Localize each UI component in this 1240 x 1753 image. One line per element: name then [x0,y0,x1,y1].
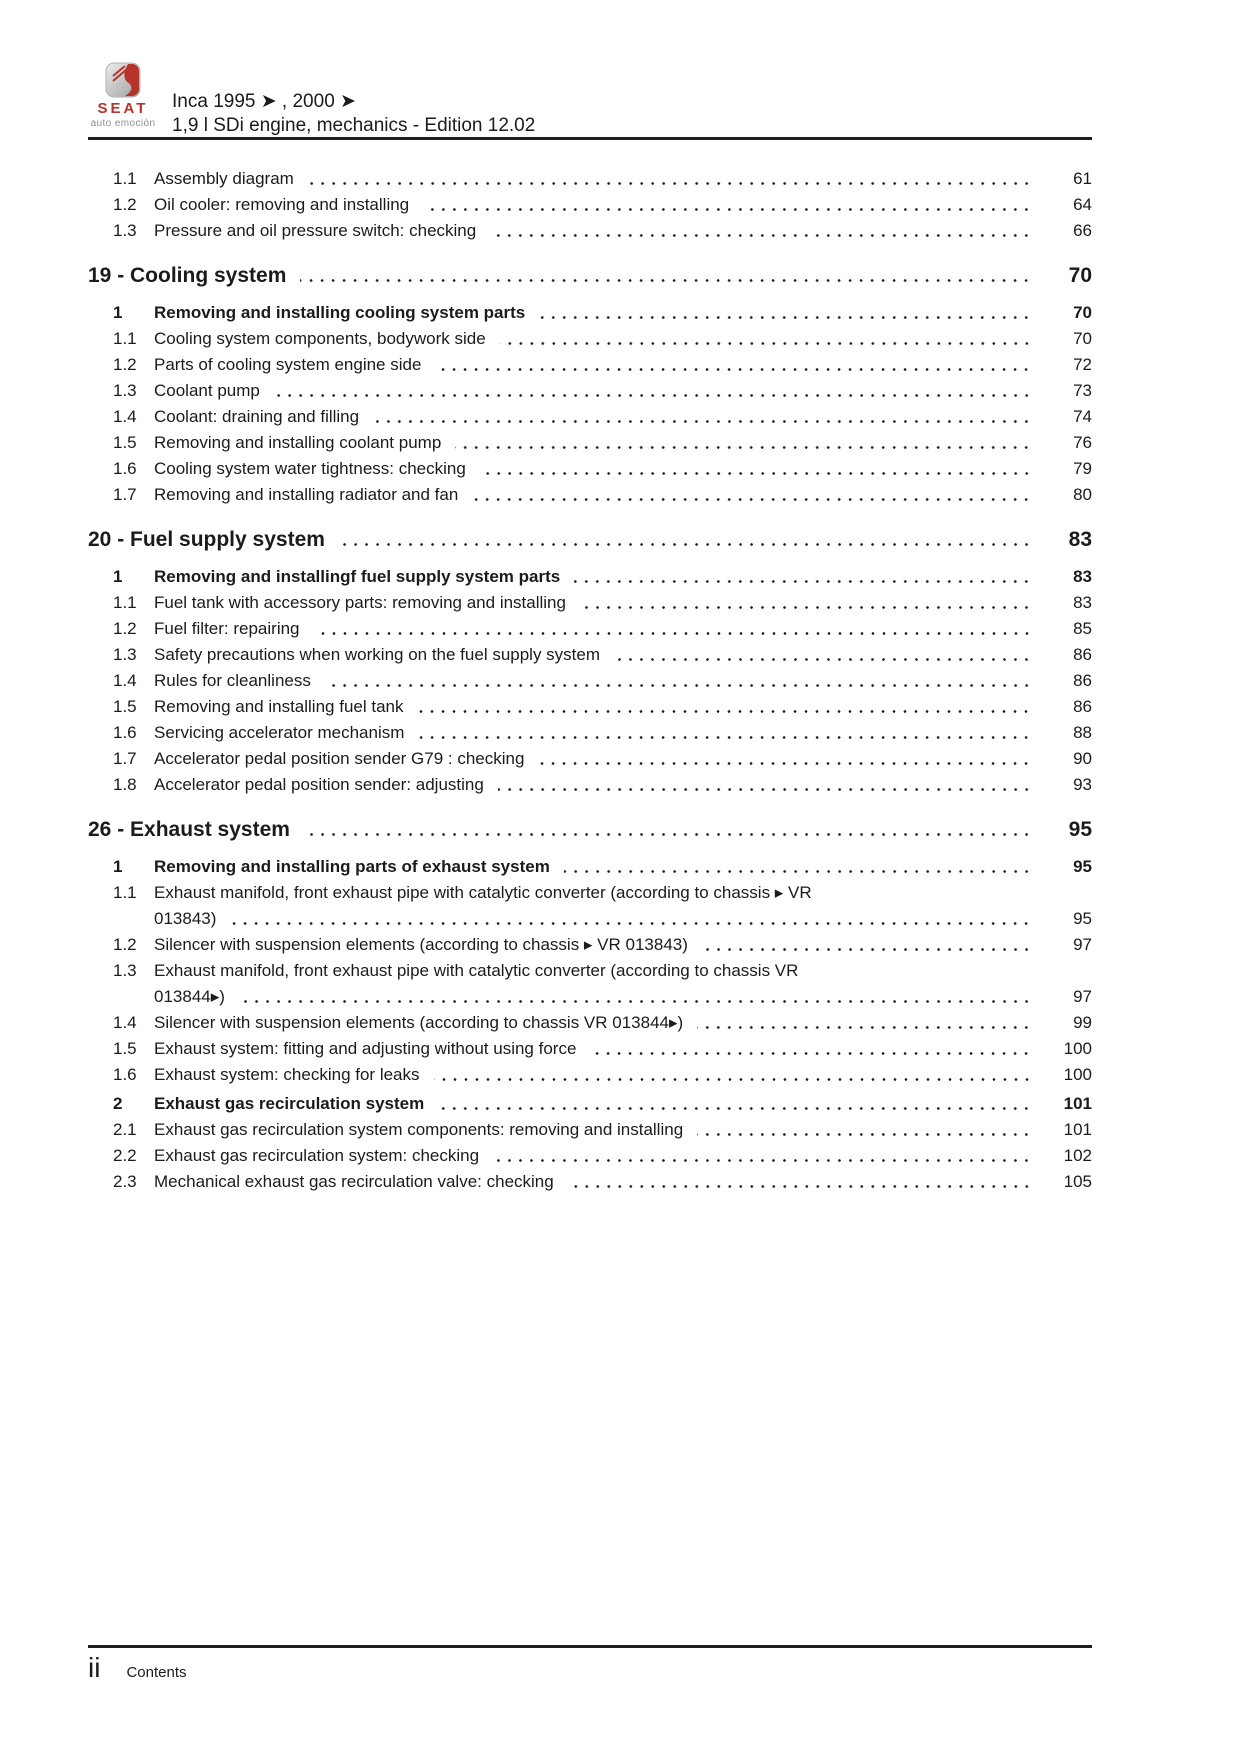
toc-entry-row [88,166,1092,192]
dot-leader [697,1133,1032,1136]
entry-body [154,720,1092,746]
entry-title-line [154,430,1092,456]
toc-entry-row [88,854,1092,880]
entry-body [154,694,1092,720]
footer-rule [88,1645,1092,1648]
entry-title-line [154,932,1092,958]
toc-section [88,526,1092,798]
entry-body [154,430,1092,456]
entry-body [154,958,1092,1010]
seat-logo-icon [105,62,141,98]
entry-number: 1.4 [113,671,137,690]
entry-title-line [154,616,1092,642]
entry-title: Mechanical exhaust gas recirculation valve: checking [154,1172,554,1191]
entry-number: 1.2 [113,195,137,214]
toc-entry-row [88,352,1092,378]
toc-entry-row [88,1143,1092,1169]
entry-number: 1.2 [113,355,137,374]
section-page-number: 83 [1068,528,1092,551]
entry-body [154,1010,1092,1036]
dot-leader [702,948,1032,951]
entry-number: 1 [113,567,123,586]
entry-title: Safety precautions when working on the fuel supply system [154,645,601,664]
entry-number: 1.5 [113,1039,137,1058]
entry-number: 1.2 [113,619,137,638]
entry-title-line [154,218,1092,244]
entry-title-line [154,642,1092,668]
entry-title-line [154,326,1092,352]
entry-number: 1.1 [113,593,137,612]
dot-leader [418,736,1032,739]
section-heading-title: 20 - Fuel supply system [88,528,325,551]
entry-title-line [154,1117,1092,1143]
entry-number: 2.3 [113,1172,137,1191]
toc-entry-row [88,1062,1092,1088]
entry-page-number: 102 [1063,1146,1092,1165]
entry-number: 1.7 [113,485,137,504]
entry-page-number: 90 [1073,749,1092,768]
footer-page-number: ii [88,1652,101,1683]
entry-title-line [154,564,1092,590]
entry-title: Silencer with suspension elements (according to chassis ▸ VR 013843) [154,935,688,954]
entry-page-number: 100 [1063,1039,1092,1058]
entry-number: 1.3 [113,221,137,240]
dot-leader [614,658,1032,661]
entry-number: 1.6 [113,723,137,742]
entry-page-number: 76 [1073,433,1092,452]
entry-body [154,1143,1092,1169]
dot-leader [300,279,1032,282]
entry-page-number: 101 [1063,1094,1092,1113]
toc-entry-row [88,616,1092,642]
entry-number: 1.6 [113,459,137,478]
dot-leader [538,762,1032,765]
entry-title-line [154,192,1092,218]
toc [88,166,1092,1195]
entry-page-number: 70 [1073,329,1092,348]
toc-entry-row [88,932,1092,958]
seat-logo-wordmark: SEAT [97,100,149,117]
entry-page-number: 88 [1073,723,1092,742]
toc-entry-row [88,668,1092,694]
dot-leader [480,472,1032,475]
dot-leader [500,342,1032,345]
entry-title: Assembly diagram [154,169,294,188]
entry-title: Silencer with suspension elements (according to chassis VR 013844▸) [154,1013,684,1032]
toc-heading-row [88,816,1092,844]
toc-entry-row [88,404,1092,430]
entry-body [154,1169,1092,1195]
dot-leader [434,1078,1032,1081]
entry-page-number: 86 [1073,697,1092,716]
entry-title: Exhaust system: fitting and adjusting without using force [154,1039,577,1058]
entry-number: 1.7 [113,749,137,768]
toc-entry-row [88,378,1092,404]
entry-body [154,932,1092,958]
toc-heading-row [88,526,1092,554]
seat-logo [86,62,160,129]
entry-body [154,772,1092,798]
dot-leader [490,234,1032,237]
entry-page-number: 99 [1073,1013,1092,1032]
entry-title-line [154,1036,1092,1062]
section-page-number: 95 [1068,818,1092,841]
entry-title: Oil cooler: removing and installing [154,195,410,214]
dot-leader [580,606,1032,609]
entry-title-line [154,984,1092,1010]
entry-page-number: 66 [1073,221,1092,240]
entry-title: Exhaust manifold, front exhaust pipe with catalytic converter (according to chassis VR [154,961,799,980]
entry-page-number: 95 [1073,909,1092,928]
entry-number: 1.6 [113,1065,137,1084]
entry-title-line [154,1091,1092,1117]
page-footer [88,1645,1092,1683]
entry-page-number: 105 [1063,1172,1092,1191]
entry-body [154,642,1092,668]
entry-title-line [154,456,1092,482]
header-rule [88,137,1092,140]
entry-title: Removing and installing coolant pump [154,433,442,452]
entry-title-line [154,590,1092,616]
entry-body [154,616,1092,642]
entry-title: Removing and installing parts of exhaust system [154,857,550,876]
entry-title-line [154,1143,1092,1169]
entry-title-line [154,1010,1092,1036]
dot-leader [417,710,1032,713]
entry-page-number: 72 [1073,355,1092,374]
entry-title-line [154,668,1092,694]
entry-page-number: 70 [1073,303,1092,322]
entry-page-number: 85 [1073,619,1092,638]
toc-entry-row [88,192,1092,218]
toc-entry-row [88,564,1092,590]
entry-title: Exhaust gas recirculation system components: removing and installing [154,1120,684,1139]
entry-number: 1.2 [113,935,137,954]
toc-entry-row [88,1169,1092,1195]
entry-number: 1.1 [113,329,137,348]
entry-page-number: 86 [1073,645,1092,664]
dot-leader [230,922,1032,925]
toc-entry-row [88,482,1092,508]
entry-title-line [154,352,1092,378]
entry-number: 2.1 [113,1120,137,1139]
header-model-line: Inca 1995 ➤ , 2000 ➤ [172,91,356,112]
entry-number: 1.3 [113,961,137,980]
entry-title-line [154,958,1092,984]
entry-body [154,1117,1092,1143]
section-heading-title: 19 - Cooling system [88,264,287,287]
entry-body [154,668,1092,694]
dot-leader [493,1159,1032,1162]
entry-title-line [154,404,1092,430]
entry-title: Pressure and oil pressure switch: checking [154,221,477,240]
entry-number: 1.4 [113,407,137,426]
entry-title: Removing and installingf fuel supply system parts [154,567,561,586]
entry-page-number: 83 [1073,593,1092,612]
entry-number: 1.8 [113,775,137,794]
toc-entry-row [88,1091,1092,1117]
entry-page-number: 100 [1063,1065,1092,1084]
entry-body [154,326,1092,352]
seat-logo-tagline: auto emoción [90,118,156,129]
entry-title: Accelerator pedal position sender G79 : checking [154,749,525,768]
entry-page-number: 79 [1073,459,1092,478]
entry-page-number: 101 [1063,1120,1092,1139]
entry-page-number: 97 [1073,935,1092,954]
toc-entry-row [88,430,1092,456]
entry-title: Exhaust manifold, front exhaust pipe with catalytic converter (according to chassis ▸ VR [154,883,812,902]
dot-leader [239,1000,1032,1003]
dot-leader [339,543,1032,546]
entry-title: Coolant: draining and filling [154,407,360,426]
section-heading-title: 26 - Exhaust system [88,818,290,841]
entry-title: Cooling system water tightness: checking [154,459,466,478]
entry-body [154,854,1092,880]
dot-leader [697,1026,1032,1029]
entry-title: Parts of cooling system engine side [154,355,422,374]
entry-title-line [154,378,1092,404]
entry-title: Fuel filter: repairing [154,619,300,638]
entry-body [154,218,1092,244]
entry-title: Removing and installing radiator and fan [154,485,459,504]
toc-section [88,166,1092,244]
toc-entry-row [88,694,1092,720]
entry-page-number: 73 [1073,381,1092,400]
entry-page-number: 93 [1073,775,1092,794]
entry-page-number: 64 [1073,195,1092,214]
entry-title-line [154,720,1092,746]
entry-body [154,590,1092,616]
entry-title: Accelerator pedal position sender: adjusting [154,775,484,794]
entry-page-number: 74 [1073,407,1092,426]
entry-title: Fuel tank with accessory parts: removing and installing [154,593,566,612]
entry-number: 1.5 [113,433,137,452]
toc-entry-row [88,1036,1092,1062]
dot-leader [498,788,1032,791]
entry-page-number: 97 [1073,987,1092,1006]
toc-heading-row [88,262,1092,290]
dot-leader [564,870,1032,873]
toc-entry-row [88,720,1092,746]
header-edition-line: 1,9 l SDi engine, mechanics - Edition 12.02 [172,115,536,136]
entry-body [154,456,1092,482]
entry-page-number: 80 [1073,485,1092,504]
toc-section [88,816,1092,1195]
dot-leader [423,208,1032,211]
entry-title: Removing and installing cooling system parts [154,303,526,322]
entry-title: Removing and installing fuel tank [154,697,404,716]
dot-leader [455,446,1032,449]
toc-entry-row [88,1010,1092,1036]
entry-body [154,564,1092,590]
toc-entry-row [88,590,1092,616]
entry-body [154,352,1092,378]
entry-number: 1 [113,303,123,322]
toc-entry-row [88,958,1092,1010]
entry-title-line [154,166,1092,192]
dot-leader [274,394,1032,397]
toc-entry-row [88,772,1092,798]
footer-contents-label: Contents [126,1664,187,1681]
toc-entry-row [88,880,1092,932]
entry-body [154,300,1092,326]
entry-title-line [154,854,1092,880]
dot-leader [574,580,1032,583]
entry-title-line [154,694,1092,720]
dot-leader [308,182,1032,185]
dot-leader [435,368,1032,371]
entry-page-number: 95 [1073,857,1092,876]
entry-title-line [154,880,1092,906]
toc-entry-row [88,300,1092,326]
entry-body [154,192,1092,218]
toc-section [88,262,1092,508]
entry-title-line [154,482,1092,508]
dot-leader [568,1185,1032,1188]
toc-entry-row [88,218,1092,244]
entry-page-number: 83 [1073,567,1092,586]
dot-leader [325,684,1032,687]
dot-leader [373,420,1032,423]
dot-leader [590,1052,1032,1055]
dot-leader [539,316,1032,319]
entry-title: Exhaust gas recirculation system: checking [154,1146,480,1165]
entry-title-line [154,1169,1092,1195]
entry-title-continued: 013844▸) [154,987,225,1006]
entry-number: 1.5 [113,697,137,716]
entry-body [154,1062,1092,1088]
entry-title: Exhaust system: checking for leaks [154,1065,420,1084]
entry-number: 1.1 [113,169,137,188]
entry-title: Cooling system components, bodywork side [154,329,486,348]
entry-title: Coolant pump [154,381,260,400]
toc-entry-row [88,456,1092,482]
entry-page-number: 61 [1073,169,1092,188]
entry-title-line [154,1062,1092,1088]
entry-body [154,404,1092,430]
entry-number: 2.2 [113,1146,137,1165]
section-page-number: 70 [1068,264,1092,287]
entry-body [154,166,1092,192]
entry-body [154,880,1092,932]
toc-entry-row [88,746,1092,772]
entry-body [154,1036,1092,1062]
entry-title-line [154,772,1092,798]
entry-title: Exhaust gas recirculation system [154,1094,425,1113]
entry-number: 1.3 [113,645,137,664]
entry-page-number: 86 [1073,671,1092,690]
dot-leader [438,1107,1032,1110]
toc-entry-row [88,1117,1092,1143]
entry-number: 1.3 [113,381,137,400]
dot-leader [314,632,1032,635]
entry-body [154,1091,1092,1117]
entry-number: 2 [113,1094,123,1113]
entry-title-line [154,906,1092,932]
entry-title-line [154,300,1092,326]
toc-entry-row [88,326,1092,352]
entry-number: 1.1 [113,883,137,902]
entry-title-line [154,746,1092,772]
toc-entry-row [88,642,1092,668]
dot-leader [472,498,1032,501]
entry-body [154,378,1092,404]
entry-body [154,746,1092,772]
entry-title-continued: 013843) [154,909,217,928]
dot-leader [304,833,1032,836]
header-titles [172,90,535,138]
entry-number: 1.4 [113,1013,137,1032]
entry-body [154,482,1092,508]
entry-title: Servicing accelerator mechanism [154,723,405,742]
entry-title: Rules for cleanliness [154,671,311,690]
entry-number: 1 [113,857,123,876]
